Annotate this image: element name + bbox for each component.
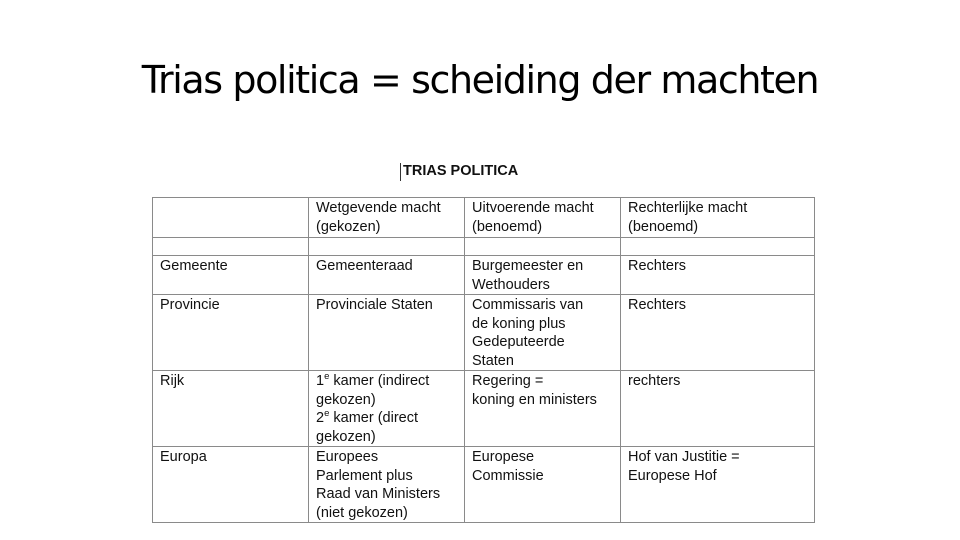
level-cell: Gemeente: [153, 256, 309, 295]
spacer-cell: [309, 238, 465, 256]
cell-line: Europese: [472, 449, 535, 465]
cell-line: Wetgevende macht: [316, 200, 441, 216]
spacer-cell: [621, 238, 815, 256]
cell-line: Europese Hof: [628, 467, 717, 484]
cell-line: koning en ministers: [472, 391, 597, 408]
level-cell: Europa: [153, 447, 309, 523]
cell-line: gekozen): [316, 428, 376, 445]
cell-text: kamer (indirect: [329, 373, 430, 389]
spacer-cell: [465, 238, 621, 256]
table-row-europa: [153, 447, 815, 523]
cell-line: Commissaris van: [472, 297, 584, 313]
uitvoerend-cell: [465, 295, 621, 371]
cell-line: Wethouders: [472, 276, 550, 293]
rechterlijk-cell: [621, 371, 815, 447]
table-header-row: [153, 198, 815, 238]
cell-line: Gedeputeerde: [472, 334, 565, 350]
ordinal-suffix: e: [324, 408, 330, 420]
cell-line: Parlement plus: [316, 467, 413, 484]
table-row-gemeente: [153, 256, 815, 295]
cell-line: Uitvoerende macht: [472, 200, 594, 216]
cell-line: [316, 409, 458, 428]
ordinal-number: 2: [316, 410, 325, 426]
document-heading: TRIAS POLITICA: [403, 163, 519, 179]
table-row-rijk: [153, 371, 815, 447]
cell-line: Rechters: [628, 258, 687, 274]
rechterlijk-cell: [621, 256, 815, 295]
wetgevend-cell: [309, 447, 465, 523]
cell-line: de koning plus: [472, 315, 566, 332]
rechterlijk-cell: [621, 447, 815, 523]
spacer-cell: [153, 238, 309, 256]
cell-line: rechters: [628, 373, 681, 389]
level-cell: Rijk: [153, 371, 309, 447]
cell-line: Hof van Justitie =: [628, 449, 740, 465]
level-cell: Provincie: [153, 295, 309, 371]
cell-text: kamer (direct: [329, 410, 419, 426]
ordinal-suffix: e: [324, 371, 330, 383]
cell-line: Rechterlijke macht: [628, 200, 748, 216]
wetgevend-cell: [309, 295, 465, 371]
header-rechterlijke-macht: [621, 198, 815, 238]
cell-line: Rechters: [628, 297, 687, 313]
cell-line: Provinciale Staten: [316, 297, 433, 313]
ordinal-number: 1: [316, 373, 325, 389]
table-row-provincie: [153, 295, 815, 371]
cell-line: Raad van Ministers: [316, 486, 441, 502]
text-cursor: [400, 163, 401, 181]
slide-title: Trias politica = scheiding der machten: [141, 58, 819, 102]
header-wetgevende-macht: [309, 198, 465, 238]
cell-line: [316, 372, 458, 391]
wetgevend-cell: [309, 256, 465, 295]
cell-line: Regering =: [472, 373, 544, 389]
cell-line: Staten: [472, 352, 514, 369]
cell-line: (benoemd): [472, 218, 543, 235]
rechterlijk-cell: [621, 295, 815, 371]
cell-line: Gemeenteraad: [316, 258, 413, 274]
cell-line: Commissie: [472, 467, 544, 484]
uitvoerend-cell: [465, 256, 621, 295]
cell-line: Europees: [316, 449, 379, 465]
table-spacer-row: [153, 238, 815, 256]
header-uitvoerende-macht: [465, 198, 621, 238]
cell-line: (benoemd): [628, 218, 699, 235]
cell-line: Burgemeester en: [472, 258, 584, 274]
cell-line: (niet gekozen): [316, 504, 408, 521]
cell-line: (gekozen): [316, 218, 381, 235]
trias-politica-table: [152, 197, 815, 523]
wetgevend-cell: [309, 371, 465, 447]
uitvoerend-cell: [465, 447, 621, 523]
header-empty-cell: [153, 198, 309, 238]
cell-line: gekozen): [316, 391, 376, 408]
uitvoerend-cell: [465, 371, 621, 447]
